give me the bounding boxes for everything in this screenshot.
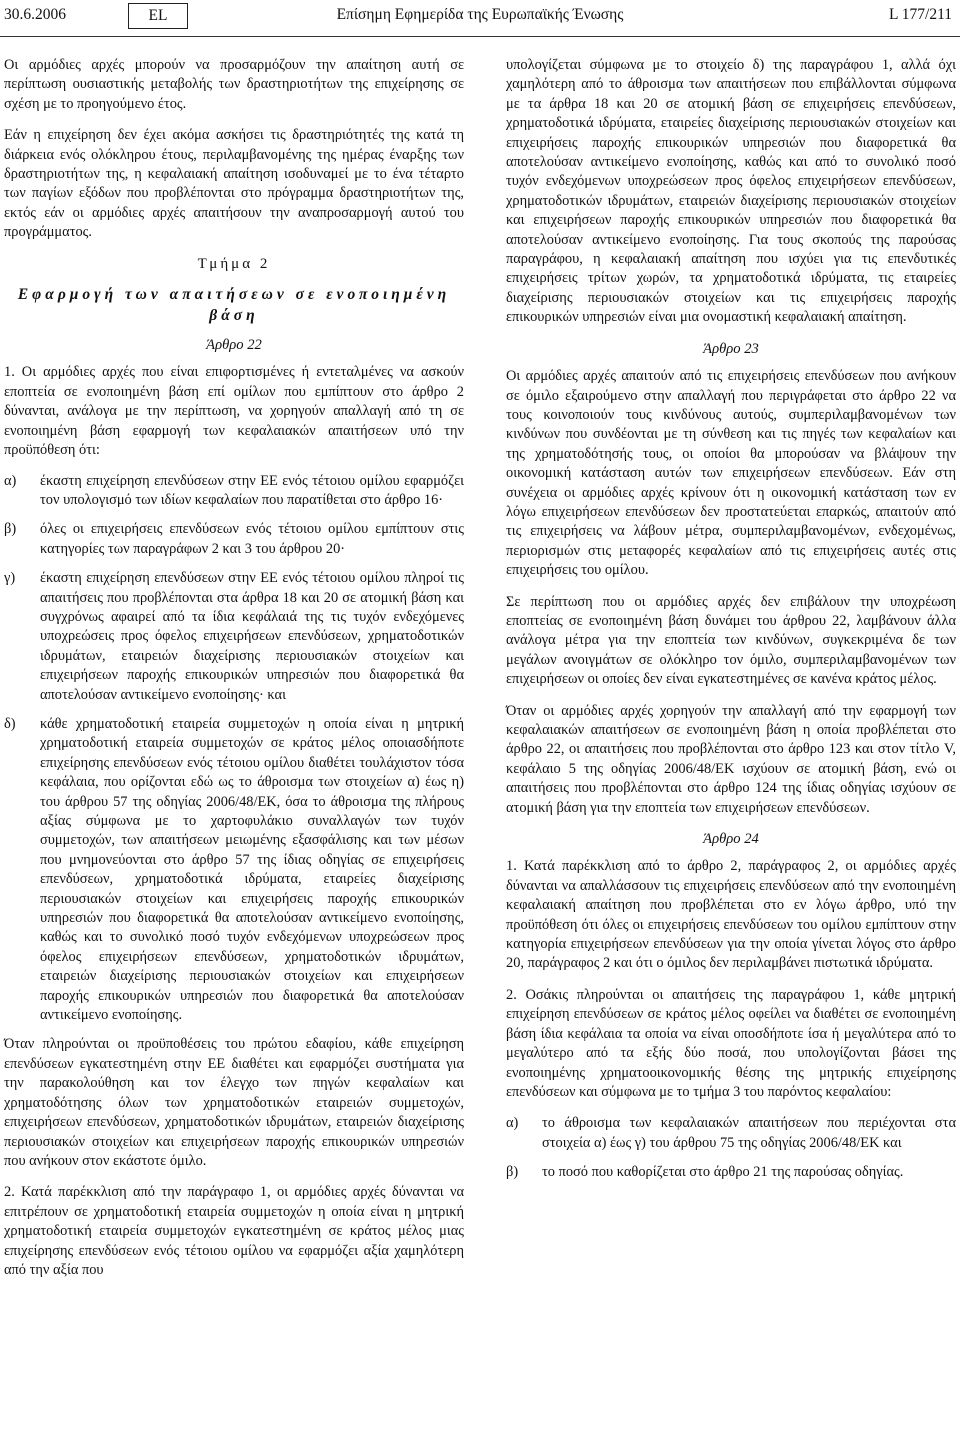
list-text: το ποσό που καθορίζεται στο άρθρο 21 της παρούσας οδηγίας. bbox=[542, 1164, 904, 1181]
list-text: όλες οι επιχειρήσεις επενδύσεων ενός τέτοιου ομίλου εμπίπτουν στις κατηγορίες των παραγράφων 2 και 3 του άρθρου 20· bbox=[40, 521, 464, 557]
right-column bbox=[506, 56, 956, 1193]
list-item bbox=[4, 520, 464, 559]
paragraph: υπολογίζεται σύμφωνα με το στοιχείο δ) της παραγράφου 1, αλλά όχι χαμηλότερη από το άθροισμα των απαιτήσεων που επιβάλλονται σύμφωνα με τα άρθρα 18 και 20 σε ατομική βάση σε επιχειρήσεις επενδύσεων, χρηματοδοτικά ιδρύματα, εταιρείες διαχείρισης περιουσιακών στοιχείων και επιχειρήσεις παροχής επικουρικών υπηρεσιών που διαφορετικά θα αποτελούσαν αντικείμενο ενοποίησης, καθώς και από το συνολικό ποσό τυχόν ενδεχόμενων υποχρεώσεων προς όφελος επιχειρήσεων επενδύσεων, χρηματοδοτικών ιδρυμάτων, εταιρειών διαχείρισης περιουσιακών στοιχείων και επιχειρήσεων παροχής επικουρικών υπηρεσιών που διαφορετικά θα αποτελούσαν αντικείμενο ενοποίησης. Για τους σκοπούς της παρούσας παραγράφου, η κεφαλαιακή απαίτηση που ισχύει για τις επενδυτικές επιχειρήσεις τρίτων χωρών, τα χρηματοδοτικά ιδρύματα, τις εταιρείες διαχείρισης περιουσιακών στοιχείων και τις επιχειρήσεις παροχής επικουρικών υπηρεσιών είναι μια ονομαστική κεφαλαιακή απαίτηση. bbox=[506, 57, 956, 326]
list-item bbox=[4, 472, 464, 511]
article-heading: Άρθρο 23 bbox=[703, 340, 759, 357]
left-column bbox=[4, 56, 464, 1292]
list-text: κάθε χρηματοδοτική εταιρεία συμμετοχών η οποία είναι η μητρική χρηματοδοτική εταιρεία συμμετοχών σε κράτος μέλος οποιασδήποτε επιχείρησης επενδύσεων ενός τέτοιου ομίλου διαθέτει τουλάχιστον τόσα κεφάλαια, που ορίζονται εδώ ως το άθροισμα των στοιχείων α) έως η) του άρθρου 57 της οδηγίας 2006/48/ΕΚ, όσα το άθροισμα της πλήρους αξίας σύμφωνα με το χαρτοφυλάκιο συναλλαγών των τυχόν συμμετοχών, των απαιτήσεων μειωμένης εξασφάλισης και των μέσων που μνημονεύονται στο άρθρο 57 της ίδιας οδηγίας σε επιχειρήσεις επενδύσεων, χρηματοδοτικά ιδρύματα, εταιρείες διαχείρισης περιουσιακών στοιχείων και επιχειρήσεις παροχής επικουρικών υπηρεσιών που διαφορετικά θα αποτελούσαν αντικείμενο ενοποίησης, καθώς και το συνολικό ποσό τυχόν ενδεχόμενων υποχρεώσεων προς όφελος επιχειρήσεων επενδύσεων, χρηματοδοτικών ιδρυμάτων, εταιρειών διαχείρισης περιουσιακών στοιχείων και επιχειρήσεων παροχής επικουρικών υπηρεσιών που διαφορετικά θα αποτελούσαν αντικείμενο ενοποίησης. bbox=[40, 715, 464, 1024]
issue-date: 30.6.2006 bbox=[4, 6, 66, 23]
paragraph: Οι αρμόδιες αρχές μπορούν να προσαρμόζουν την απαίτηση αυτή σε περίπτωση ουσιαστικής μεταβολής των δραστηριοτήτων της επιχείρησης σε σχέση με το προηγούμενο έτος. bbox=[4, 57, 464, 112]
article-heading: Άρθρο 22 bbox=[206, 337, 262, 354]
article-heading: Άρθρο 24 bbox=[703, 831, 759, 848]
paragraph: Οι αρμόδιες αρχές απαιτούν από τις επιχειρήσεις επενδύσεων που ανήκουν σε όμιλο εξαιρούμενο στην απαλλαγή που περιγράφεται στο άρθρο 22 να τους κοινοποιούν τους κινδύνους αυτούς, συμπεριλαμβανομένων των κινδύνων που συνδέονται με τη σύνθεση και τις πηγές των κεφαλαίων και της χρηματοδότησής τους, οι οποίοι θα μπορούσαν να βλάψουν την οικονομική κατάσταση αυτών των επιχειρήσεων επενδύσεων. Εάν στη συνέχεια οι αρμόδιες αρχές κρίνουν ότι η οικονομική κατάσταση των εν λόγω επιχειρήσεων επενδύσεων δεν προστατεύεται επαρκώς, απαιτούν από τις επιχειρήσεις να λάβουν μέτρα, συμπεριλαμβανομένων, ενδεχομένως, περιορισμών στις μεταφορές κεφαλαίων από τις επιχειρήσεις αυτές στις επιχειρήσεις του ομίλου. bbox=[506, 368, 956, 579]
paragraph: Όταν οι αρμόδιες αρχές χορηγούν την απαλλαγή από την εφαρμογή των κεφαλαιακών απαιτήσεων σε ενοποιημένη βάση η οποία προβλέπεται στο άρθρο 22, οι απαιτήσεις που προβλέπονται στο άρθρο 123 και στον τίτλο V, κεφάλαιο 5 της οδηγίας 2006/48/ΕΚ ισχύουν σε ατομική βάση, ενώ οι απαιτήσεις που προβλέπονται στο άρθρο 124 της ίδιας οδηγίας ισχύουν σε ατομική βάση για την εποπτεία των επιχειρήσεων επενδύσεων. bbox=[506, 702, 956, 816]
section-number: Τμήμα 2 bbox=[197, 255, 271, 272]
list-item bbox=[506, 1114, 956, 1153]
list-item bbox=[4, 715, 464, 1026]
page-header bbox=[0, 0, 960, 36]
list-label: γ) bbox=[4, 570, 16, 587]
journal-title: Επίσημη Εφημερίδα της Ευρωπαϊκής Ένωσης bbox=[336, 6, 624, 23]
list-text: έκαστη επιχείρηση επενδύσεων στην ΕΕ ενός τέτοιου ομίλου εφαρμόζει τον υπολογισμό των ιδίων κεφαλαίων που παρατίθεται στο άρθρο 16· bbox=[40, 472, 464, 508]
paragraph: 2. Κατά παρέκκλιση από την παράγραφο 1, οι αρμόδιες αρχές δύνανται να επιτρέπουν σε χρηματοδοτική εταιρεία συμμετοχών η οποία είναι η μητρική χρηματοδοτική εταιρεία συμμετοχών εγκατεστημένη σε κράτος μέλος μιας επιχείρησης επενδύσεων ενός τέτοιου ομίλου να εφαρμόζει αξία χαμηλότερη από την αξία που bbox=[4, 1184, 464, 1278]
list-label: α) bbox=[506, 1115, 519, 1132]
paragraph: Όταν πληρούνται οι προϋποθέσεις του πρώτου εδαφίου, κάθε επιχείρηση επενδύσεων εγκατεστημένη στην ΕΕ διαθέτει και εφαρμόζει συστήματα για την παρακολούθηση και τον έλεγχο των πηγών κεφαλαίων και χρηματοδότησης όλων των χρηματοδοτικών εταιρειών συμμετοχών, επιχειρήσεων επενδύσεων, χρηματοδοτικών ιδρυμάτων, εταιρειών διαχείρισης περιουσιακών στοιχείων και επιχειρήσεων παροχής επικουρικών υπηρεσιών που ανήκουν στον εκάστοτε όμιλο. bbox=[4, 1036, 464, 1169]
list-text: έκαστη επιχείρηση επενδύσεων στην ΕΕ ενός τέτοιου ομίλου πληροί τις απαιτήσεις που προβλέπονται στα άρθρα 18 και 20 σε ατομική βάση και συγχρόνως αφαιρεί από τα ίδια κεφάλαιά της τις τυχόν ενδεχόμενες υποχρεώσεις προς όφελος επιχειρήσεων επενδύσεων, χρηματοδοτικών ιδρυμάτων, εταιρειών διαχείρισης περιουσιακών στοιχείων και επιχειρήσεων παροχής επικουρικών υπηρεσιών που διαφορετικά θα αποτελούσαν αντικείμενο ενοποίησης· και bbox=[40, 570, 464, 703]
section-title: Εφαρμογή των απαιτήσεων σε ενοποιημένη βάση bbox=[17, 286, 451, 325]
list-text: το άθροισμα των κεφαλαιακών απαιτήσεων που περιέχονται στα στοιχεία α) έως γ) του άρθρου 75 της οδηγίας 2006/48/ΕΚ και bbox=[542, 1115, 956, 1151]
language-badge: EL bbox=[128, 3, 188, 29]
list-label: δ) bbox=[4, 715, 16, 732]
list-label: α) bbox=[4, 472, 17, 489]
list-label: β) bbox=[506, 1164, 519, 1181]
paragraph: 2. Οσάκις πληρούνται οι απαιτήσεις της παραγράφου 1, κάθε μητρική επιχείρηση επενδύσεων σε κράτος μέλος οφείλει να διαθέτει σε ενοποιημένη βάση ίδια κεφάλαια τα οποία να είναι οποσδήποτε ίσα ή μεγαλύτερα από το μεγαλύτερο από τα εξής δύο ποσά, που υπολογίζονται βάσει της ενοποιημένης χρηματοοικονομικής θέσης της μητρικής επιχείρησης επενδύσεων και σύμφωνα με το τμήμα 3 του παρόντος κεφαλαίου: bbox=[506, 986, 956, 1100]
list-label: β) bbox=[4, 521, 17, 538]
header-rule bbox=[0, 36, 960, 37]
page-reference: L 177/211 bbox=[889, 6, 952, 23]
list-item bbox=[4, 569, 464, 705]
paragraph: 1. Κατά παρέκκλιση από το άρθρο 2, παράγραφος 2, οι αρμόδιες αρχές δύνανται να απαλλάσσουν τις επιχειρήσεις επενδύσεων από την ενοποιημένη κεφαλαιακή απαίτηση που προβλέπεται στο εν λόγω άρθρο, υπό την προϋπόθεση ότι όλες οι επιχειρήσεις επενδύσεων του ομίλου εμπίπτουν στην κατηγορία επιχειρήσεων επενδύσεων για την οποία γίνεται λόγος στο άρθρο 20, παράγραφος 2 και ότι ο όμιλος δεν περιλαμβάνει πιστωτικά ιδρύματα. bbox=[506, 858, 956, 972]
paragraph: Σε περίπτωση που οι αρμόδιες αρχές δεν επιβάλουν την υποχρέωση εποπτείας σε ενοποιημένη βάση δυνάμει του άρθρου 22, λαμβάνουν άλλα ανάλογα μέτρα για την εποπτεία των κινδύνων, συγκεκριμένα δε των μεγάλων ανοιγμάτων σε ολόκληρο τον όμιλο, συμπεριλαμβανομένων των επιχειρήσεων οι οποίες δεν είναι εγκατεστημένες σε κανένα κράτος μέλος. bbox=[506, 593, 956, 688]
paragraph: 1. Οι αρμόδιες αρχές που είναι επιφορτισμένες ή εντεταλμένες να ασκούν εποπτεία σε ενοποιημένη βάση επί ομίλων που εμπίπτουν στο άρθρο 2 δύνανται, ανάλογα με την περίπτωση, να χορηγούν απαλλαγή από τη σε ενοποιημένη βάση εφαρμογή των κεφαλαιακών απαιτήσεων υπό την προϋπόθεση ότι: bbox=[4, 364, 464, 459]
list-item bbox=[506, 1163, 956, 1182]
paragraph: Εάν η επιχείρηση δεν έχει ακόμα ασκήσει τις δραστηριότητές της κατά τη διάρκεια ενός ολόκληρου έτους, περιλαμβανομένης της ημέρας έναρξης των δραστηριοτήτων της, η κεφαλαιακή απαίτηση ισοδυναμεί με το ένα τέταρτο των παγίων εξόδων που προβλέπονται στο πρόγραμμα δραστηριοτήτων της, εκτός εάν οι αρμόδιες αρχές απαιτήσουν την αναπροσαρμογή αυτού του προγράμματος. bbox=[4, 127, 464, 241]
